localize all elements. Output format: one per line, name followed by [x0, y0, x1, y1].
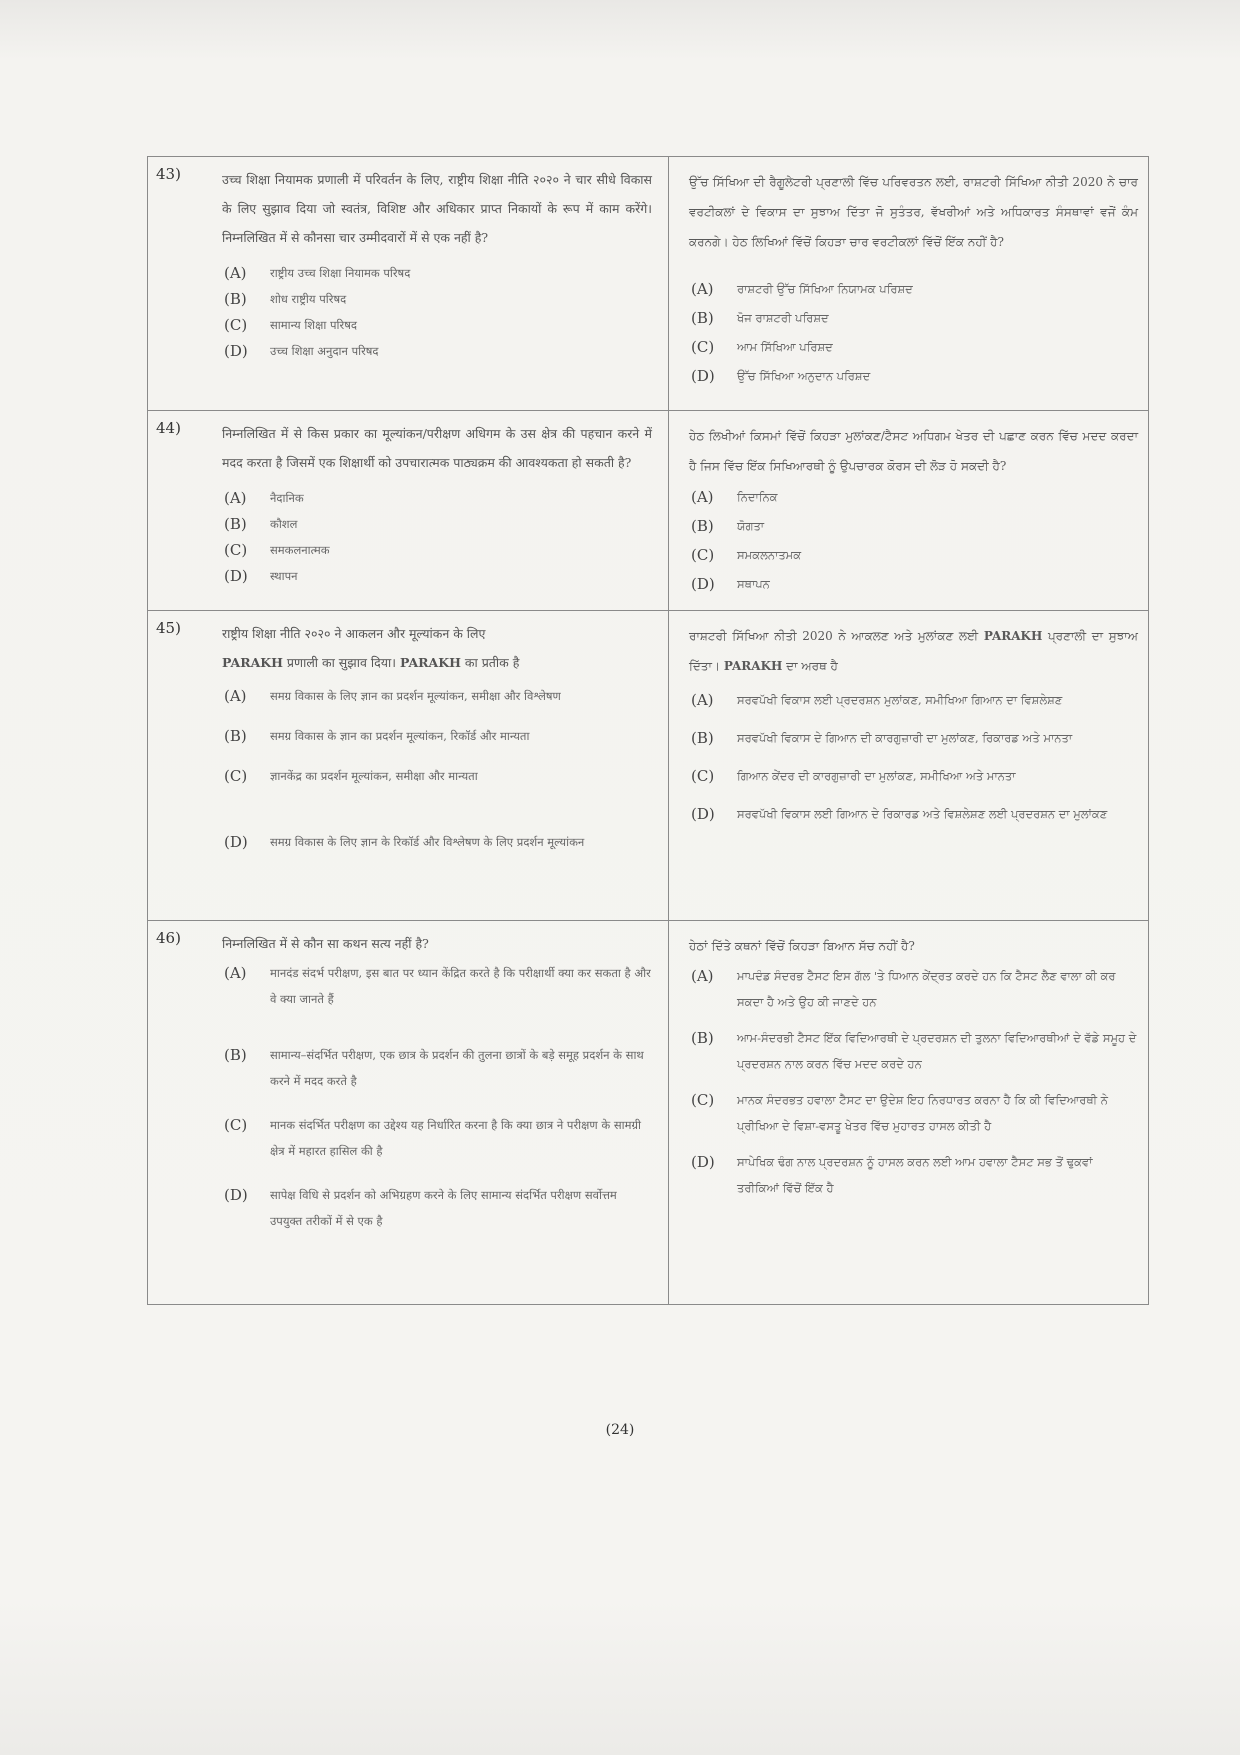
option-c: (C) ਆਮ ਸਿੱਖਿਆ ਪਰਿਸ਼ਦ	[691, 338, 833, 356]
option-b: (B) समग्र विकास के ज्ञान का प्रदर्शन मूल्यांकन, रिकॉर्ड और मान्यता	[224, 727, 530, 745]
option-a: (A) मानदंड संदर्भ परीक्षण, इस बात पर ध्यान केंद्रित करते है कि परीक्षार्थी क्या कर सकता है और वे क्या जानते हैं	[224, 964, 651, 1006]
parakh-term: PARAKH	[399, 655, 461, 670]
option-c: (C) ਸਮਕਲਨਾਤਮਕ	[691, 546, 802, 564]
hindi-question	[214, 611, 669, 921]
punjabi-question	[669, 921, 1149, 1305]
option-c: (C) समकलनात्मक	[224, 541, 330, 559]
parakh-term: PARAKH	[723, 659, 783, 673]
option-c: (C) सामान्य शिक्षा परिषद	[224, 316, 357, 334]
question-number: 43)	[148, 157, 215, 411]
question-row	[148, 157, 1149, 411]
question-row	[148, 611, 1149, 921]
question-table	[147, 156, 1149, 1305]
question-number: 45)	[148, 611, 215, 921]
option-a: (A) नैदानिक	[224, 489, 304, 507]
option-d: (D) उच्च शिक्षा अनुदान परिषद	[224, 342, 379, 360]
option-b: (B) ਯੋਗਤਾ	[691, 517, 765, 535]
parakh-term: PARAKH	[983, 629, 1043, 643]
option-d: (D) स्थापन	[224, 567, 298, 585]
option-d: (D) ਉੱਚ ਸਿੱਖਿਆ ਅਨੁਦਾਨ ਪਰਿਸ਼ਦ	[691, 367, 871, 385]
question-stem-hindi: राष्ट्रीय शिक्षा नीति २०२० ने आकलन और मूल्यांकन के लिए PARAKH प्रणाली का सुझाव दिया। PARAKH का प्रतीक है	[222, 626, 520, 670]
punjabi-question	[669, 611, 1149, 921]
option-c: (C) ज्ञानकेंद्र का प्रदर्शन मूल्यांकन, समीक्षा और मान्यता	[224, 767, 478, 785]
hindi-question	[214, 157, 669, 411]
option-d: (D) सापेक्ष विधि से प्रदर्शन को अभिग्रहण करने के लिए सामान्य संदर्भित परीक्षण सर्वोत्तम उपयुक्त तरीकों में से एक है	[224, 1186, 617, 1228]
option-c: (C) मानक संदर्भित परीक्षण का उद्देश्य यह निर्धारित करना है कि क्या छात्र ने परीक्षण के सामग्री क्षेत्र में महारत हासिल की है	[224, 1116, 641, 1158]
question-row	[148, 921, 1149, 1305]
parakh-term: PARAKH	[222, 655, 283, 670]
option-d: (D) ਸਰਵਪੱਖੀ ਵਿਕਾਸ ਲਈ ਗਿਆਨ ਦੇ ਰਿਕਾਰਡ ਅਤੇ ਵਿਸ਼ਲੇਸ਼ਣ ਲਈ ਪ੍ਰਦਰਸ਼ਨ ਦਾ ਮੁਲਾਂਕਣ	[691, 805, 1108, 823]
option-d: (D) ਸਾਪੇਖਿਕ ਢੰਗ ਨਾਲ ਪ੍ਰਦਰਸ਼ਨ ਨੂੰ ਹਾਸਲ ਕਰਨ ਲਈ ਆਮ ਹਵਾਲਾ ਟੈਸਟ ਸਭ ਤੋਂ ਢੁਕਵਾਂ ਤਰੀਕਿਆਂ ਵਿੱਚੋਂ ਇੱਕ ਹੈ	[691, 1153, 1093, 1195]
hindi-question	[214, 411, 669, 611]
punjabi-question	[669, 411, 1149, 611]
punjabi-question	[669, 157, 1149, 411]
question-row	[148, 411, 1149, 611]
option-b: (B) कौशल	[224, 515, 298, 533]
option-d: (D) समग्र विकास के लिए ज्ञान के रिकॉर्ड और विश्लेषण के लिए प्रदर्शन मूल्यांकन	[224, 833, 585, 851]
option-a: (A) ਰਾਸ਼ਟਰੀ ਉੱਚ ਸਿੱਖਿਆ ਨਿਯਾਮਕ ਪਰਿਸ਼ਦ	[691, 280, 913, 298]
option-b: (B) ਸਰਵਪੱਖੀ ਵਿਕਾਸ ਦੇ ਗਿਆਨ ਦੀ ਕਾਰਗੁਜ਼ਾਰੀ ਦਾ ਮੁਲਾਂਕਣ, ਰਿਕਾਰਡ ਅਤੇ ਮਾਨਤਾ	[691, 729, 1073, 747]
question-stem-punjabi: ਉੱਚ ਸਿੱਖਿਆ ਦੀ ਰੈਗੂਲੇਟਰੀ ਪ੍ਰਣਾਲੀ ਵਿੱਚ ਪਰਿਵਰਤਨ ਲਈ, ਰਾਸ਼ਟਰੀ ਸਿੱਖਿਆ ਨੀਤੀ 2020 ਨੇ ਚਾਰ ਵਰਟੀਕਲਾਂ ਦੇ ਵਿਕਾਸ ਦਾ ਸੁਝਾਅ ਦਿੱਤਾ ਜੋ ਸੁਤੰਤਰ, ਵੱਖਰੀਆਂ ਅਤੇ ਅਧਿਕਾਰਤ ਸੰਸਥਾਵਾਂ ਵਜੋਂ ਕੰਮ ਕਰਨਗੇ। ਹੇਠ ਲਿਖਿਆਂ ਵਿੱਚੋਂ ਕਿਹੜਾ ਚਾਰ ਵਰਟੀਕਲਾਂ ਵਿੱਚੋਂ ਇੱਕ ਨਹੀਂ ਹੈ?	[689, 175, 1138, 249]
question-stem-hindi: उच्च शिक्षा नियामक प्रणाली में परिवर्तन के लिए, राष्ट्रीय शिक्षा नीति २०२० ने चार सीधे विकास के लिए सुझाव दिया जो स्वतंत्र, विशिष्ट और अधिकार प्राप्त निकायों के रूप में काम करेंगे। निम्नलिखित में से कौनसा चार उम्मीदवारों में से एक नहीं है?	[222, 172, 652, 245]
page-number: (24)	[605, 1422, 635, 1438]
option-b: (B) शोध राष्ट्रीय परिषद	[224, 290, 347, 308]
question-number: 46)	[148, 921, 215, 1305]
option-c: (C) ਗਿਆਨ ਕੇਂਦਰ ਦੀ ਕਾਰਗੁਜ਼ਾਰੀ ਦਾ ਮੁਲਾਂਕਣ, ਸਮੀਖਿਆ ਅਤੇ ਮਾਨਤਾ	[691, 767, 1016, 785]
option-b: (B) सामान्य–संदर्भित परीक्षण, एक छात्र के प्रदर्शन की तुलना छात्रों के बड़े समूह प्रदर्शन के साथ करने में मदद करते है	[224, 1046, 644, 1088]
option-a: (A) राष्ट्रीय उच्च शिक्षा नियामक परिषद	[224, 264, 411, 282]
question-stem-hindi: निम्नलिखित में से किस प्रकार का मूल्यांकन/परीक्षण अधिगम के उस क्षेत्र की पहचान करने में मदद करता है जिसमें एक शिक्षार्थी को उपचारात्मक पाठ्यक्रम की आवश्यकता हो सकती है?	[222, 426, 652, 470]
option-a: (A) ਨਿਦਾਨਿਕ	[691, 488, 778, 506]
question-stem-punjabi: ਹੇਠਾਂ ਦਿੱਤੇ ਕਥਨਾਂ ਵਿੱਚੋਂ ਕਿਹੜਾ ਬਿਆਨ ਸੱਚ ਨਹੀਂ ਹੈ?	[689, 939, 915, 953]
option-c: (C) ਮਾਨਕ ਸੰਦਰਭਤ ਹਵਾਲਾ ਟੈਸਟ ਦਾ ਉਦੇਸ਼ ਇਹ ਨਿਰਧਾਰਤ ਕਰਨਾ ਹੈ ਕਿ ਕੀ ਵਿਦਿਆਰਥੀ ਨੇ ਪ੍ਰੀਖਿਆ ਦੇ ਵਿਸ਼ਾ-ਵਸਤੂ ਖੇਤਰ ਵਿੱਚ ਮੁਹਾਰਤ ਹਾਸਲ ਕੀਤੀ ਹੈ	[691, 1091, 1108, 1133]
hindi-question	[214, 921, 669, 1305]
option-a: (A) समग्र विकास के लिए ज्ञान का प्रदर्शन मूल्यांकन, समीक्षा और विश्लेषण	[224, 687, 561, 705]
option-b: (B) ਆਮ-ਸੰਦਰਭੀ ਟੈਸਟ ਇੱਕ ਵਿਦਿਆਰਥੀ ਦੇ ਪ੍ਰਦਰਸ਼ਨ ਦੀ ਤੁਲਨਾ ਵਿਦਿਆਰਥੀਆਂ ਦੇ ਵੱਡੇ ਸਮੂਹ ਦੇ ਪ੍ਰਦਰਸ਼ਨ ਨਾਲ ਕਰਨ ਵਿੱਚ ਮਦਦ ਕਰਦੇ ਹਨ	[691, 1029, 1137, 1071]
option-a: (A) ਸਰਵਪੱਖੀ ਵਿਕਾਸ ਲਈ ਪ੍ਰਦਰਸ਼ਨ ਮੁਲਾਂਕਣ, ਸਮੀਖਿਆ ਗਿਆਨ ਦਾ ਵਿਸ਼ਲੇਸ਼ਣ	[691, 691, 1063, 709]
option-a: (A) ਮਾਪਦੰਡ ਸੰਦਰਭ ਟੈਸਟ ਇਸ ਗੱਲ 'ਤੇ ਧਿਆਨ ਕੇਂਦ੍ਰਤ ਕਰਦੇ ਹਨ ਕਿ ਟੈਸਟ ਲੈਣ ਵਾਲਾ ਕੀ ਕਰ ਸਕਦਾ ਹੈ ਅਤੇ ਉਹ ਕੀ ਜਾਣਦੇ ਹਨ	[691, 967, 1116, 1009]
question-stem-punjabi: ਹੇਠ ਲਿਖੀਆਂ ਕਿਸਮਾਂ ਵਿੱਚੋਂ ਕਿਹੜਾ ਮੁਲਾਂਕਣ/ਟੈਸਟ ਅਧਿਗਮ ਖੇਤਰ ਦੀ ਪਛਾਣ ਕਰਨ ਵਿੱਚ ਮਦਦ ਕਰਦਾ ਹੈ ਜਿਸ ਵਿੱਚ ਇੱਕ ਸਿਖਿਆਰਥੀ ਨੂੰ ਉਪਚਾਰਕ ਕੋਰਸ ਦੀ ਲੋੜ ਹੋ ਸਕਦੀ ਹੈ?	[689, 429, 1138, 473]
question-number: 44)	[148, 411, 215, 611]
option-d: (D) ਸਥਾਪਨ	[691, 575, 770, 593]
question-stem-hindi: निम्नलिखित में से कौन सा कथन सत्य नहीं है?	[222, 936, 429, 951]
option-b: (B) ਖੋਜ ਰਾਸ਼ਟਰੀ ਪਰਿਸ਼ਦ	[691, 309, 829, 327]
question-stem-punjabi: ਰਾਸ਼ਟਰੀ ਸਿੱਖਿਆ ਨੀਤੀ 2020 ਨੇ ਆਕਲਣ ਅਤੇ ਮੁਲਾਂਕਣ ਲਈ PARAKH ਪ੍ਰਣਾਲੀ ਦਾ ਸੁਝਾਅ ਦਿੱਤਾ। PARAKH ਦਾ ਅਰਥ ਹੈ	[689, 629, 1138, 673]
